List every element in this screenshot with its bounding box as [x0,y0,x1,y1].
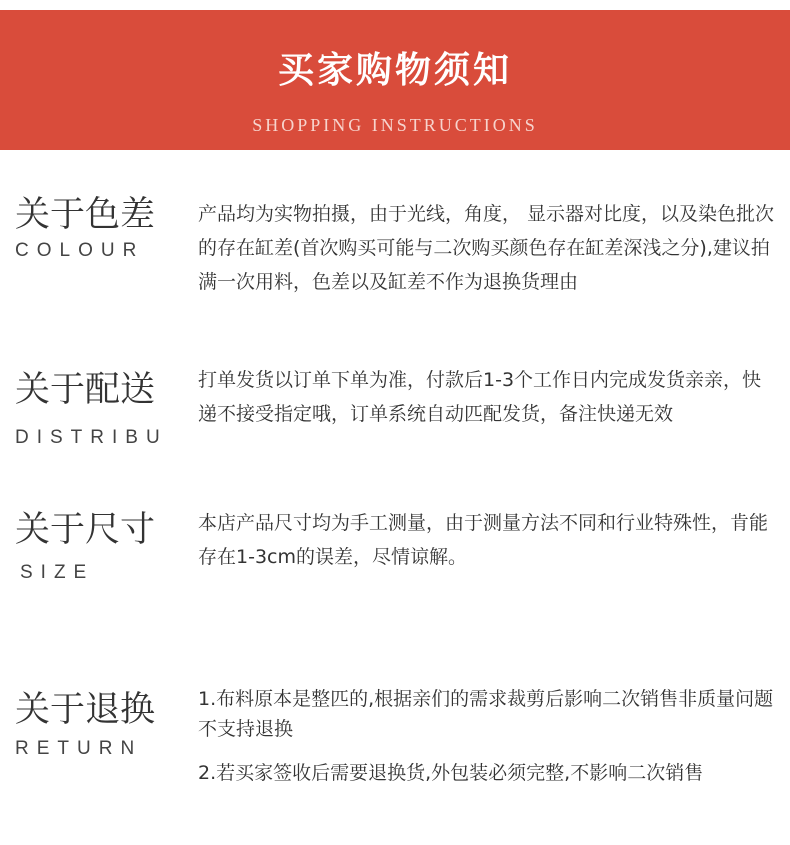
section-paragraph: 产品均为实物拍摄，由于光线，角度， 显示器对比度，以及染色批次的存在缸差(首次购买可能与二次购买颜色存在缸差深浅之分),建议拍满一次用料，色差以及缸差不作为退换货理由 [198,203,775,293]
section-title-en: DISTRIBU [15,427,168,448]
section-title-en: COLOUR [15,240,145,261]
section-title: 关于配送 [15,370,156,410]
header-banner [0,10,790,150]
section-paragraph: 本店产品尺寸均为手工测量，由于测量方法不同和行业特殊性，肯能存在1-3cm的误差，尽情谅解。 [198,512,769,568]
section-paragraph: 打单发货以订单下单为准，付款后1-3个工作日内完成发货亲亲，快递不接受指定哦，订单系统自动匹配发货，备注快递无效 [198,369,762,425]
section-body [198,506,780,574]
section-paragraph: 1.布料原本是整匹的,根据亲们的需求裁剪后影响二次销售非质量问题不支持退换 [198,688,774,740]
page-title: 买家购物须知 [277,49,512,91]
section-body [198,684,780,788]
section-title: 关于色差 [15,195,156,235]
section-title: 关于尺寸 [15,510,156,550]
page-subtitle: SHOPPING INSTRUCTIONS [252,115,538,135]
section-title-en: SIZE [20,562,95,583]
section-body [198,197,780,299]
section-paragraph: 2.若买家签收后需要退换货,外包装必须完整,不影响二次销售 [198,762,704,784]
section-body [198,363,780,431]
section-title: 关于退换 [15,690,156,730]
section-title-en: RETURN [15,738,143,759]
